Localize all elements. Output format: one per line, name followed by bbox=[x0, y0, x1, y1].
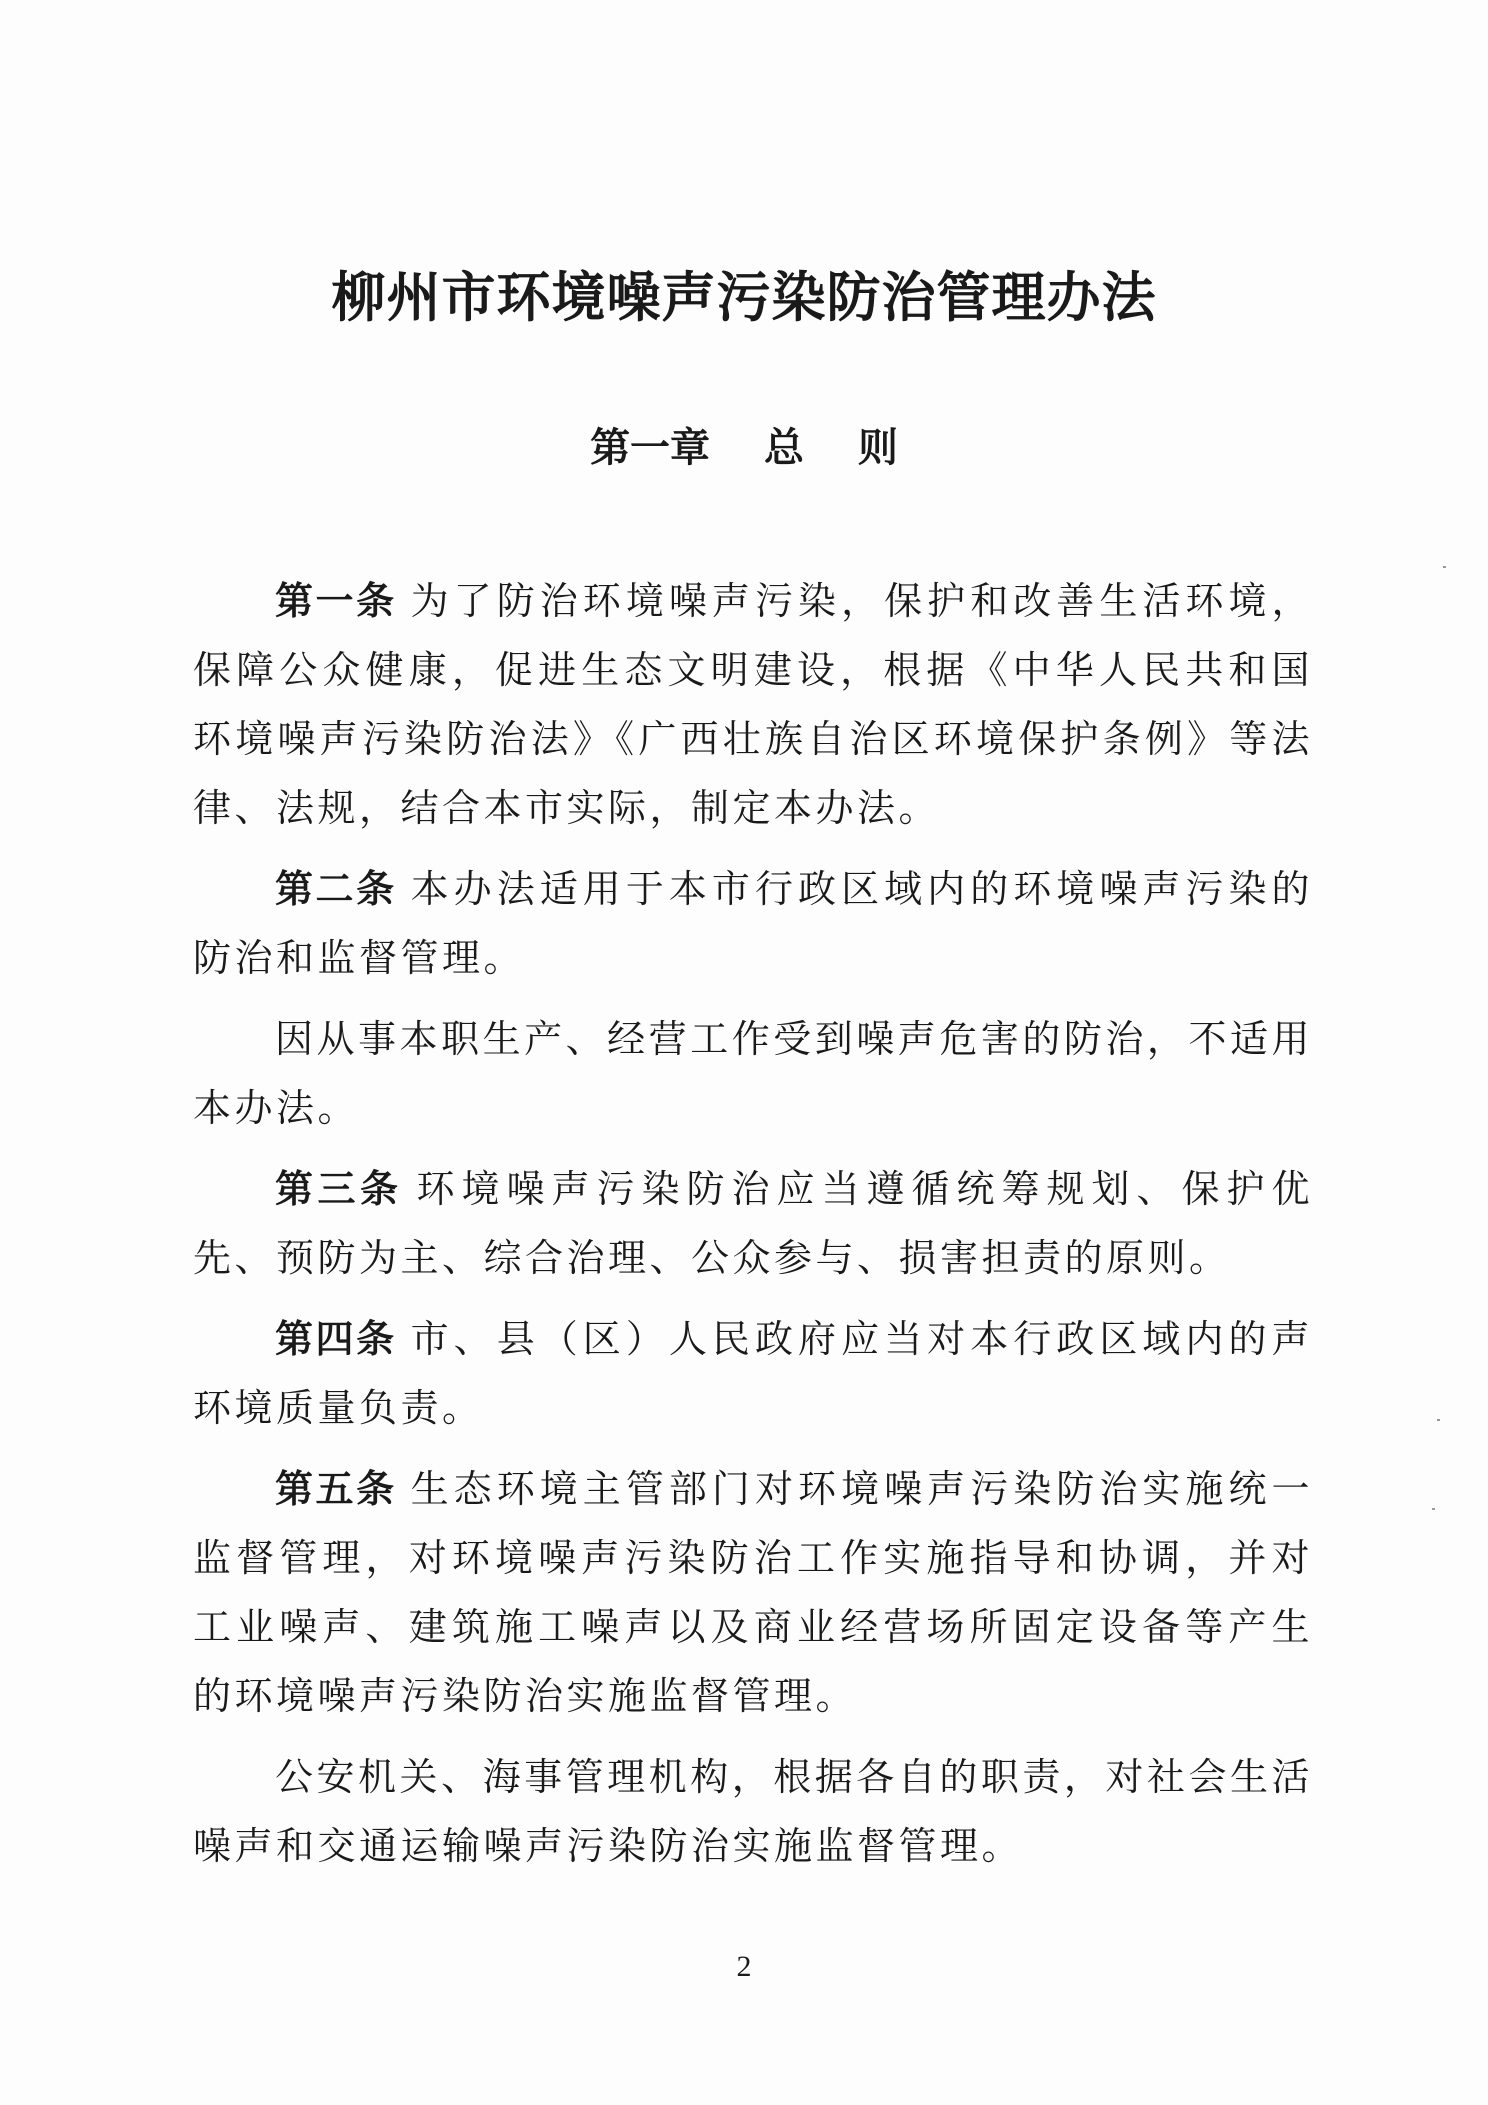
paragraph-text: 公安机关、海事管理机构，根据各自的职责，对社会生活噪声和交通运输噪声污染防治实施监督管理。 bbox=[193, 1755, 1313, 1868]
scan-speck bbox=[1437, 1419, 1440, 1421]
article-4 bbox=[193, 1305, 1313, 1443]
article-1 bbox=[193, 567, 1313, 843]
article-5 bbox=[193, 1455, 1313, 1731]
chapter-heading: 第一章 总 则 bbox=[590, 425, 898, 471]
document-title: 柳州市环境噪声污染防治管理办法 bbox=[331, 265, 1157, 329]
article-label: 第二条 bbox=[275, 867, 397, 911]
article-text: 生态环境主管部门对环境噪声污染防治实施统一监督管理，对环境噪声污染防治工作实施指导和协调，并对工业噪声、建筑施工噪声以及商业经营场所固定设备等产生的环境噪声污染防治实施监督管理。 bbox=[193, 1467, 1313, 1718]
article-label: 第五条 bbox=[275, 1467, 397, 1511]
document-body bbox=[193, 567, 1313, 1893]
article-label: 第四条 bbox=[275, 1317, 397, 1361]
paragraph-text: 因从事本职生产、经营工作受到噪声危害的防治，不适用本办法。 bbox=[193, 1017, 1313, 1130]
page-number: 2 bbox=[736, 1950, 752, 1983]
article-5-paragraph-2 bbox=[193, 1743, 1313, 1881]
article-2 bbox=[193, 855, 1313, 993]
article-text: 环境噪声污染防治应当遵循统筹规划、保护优先、预防为主、综合治理、公众参与、损害担责的原则。 bbox=[193, 1167, 1313, 1280]
scan-speck bbox=[1443, 566, 1446, 568]
scan-speck bbox=[1432, 1508, 1435, 1510]
article-label: 第三条 bbox=[275, 1167, 403, 1211]
article-label: 第一条 bbox=[275, 579, 397, 623]
article-3 bbox=[193, 1155, 1313, 1293]
article-text: 本办法适用于本市行政区域内的环境噪声污染的防治和监督管理。 bbox=[193, 867, 1313, 980]
article-text: 为了防治环境噪声污染，保护和改善生活环境，保障公众健康，促进生态文明建设，根据《中华人民共和国环境噪声污染防治法》《广西壮族自治区环境保护条例》等法律、法规，结合本市实际，制定本办法。 bbox=[193, 579, 1313, 830]
article-2-paragraph-2 bbox=[193, 1005, 1313, 1143]
article-text: 市、县（区）人民政府应当对本行政区域内的声环境质量负责。 bbox=[193, 1317, 1313, 1430]
